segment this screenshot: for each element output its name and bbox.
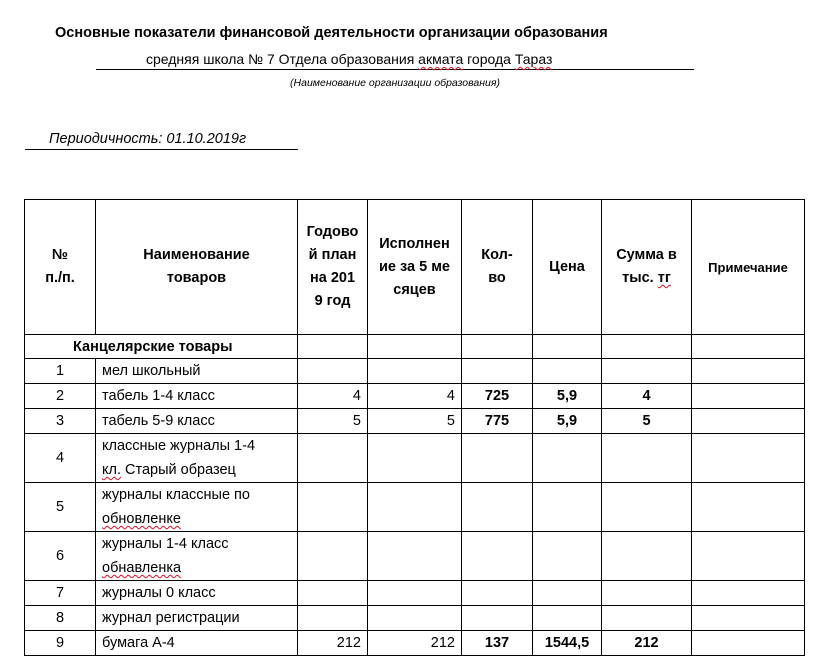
row-num: 6: [25, 532, 96, 581]
period-line: [25, 131, 298, 150]
row-price: 5,9: [533, 384, 602, 409]
header-plan: Годовой план на 2019 год: [298, 200, 368, 335]
row-num: 2: [25, 384, 96, 409]
row-sum: 5: [602, 409, 692, 434]
row-num: 7: [25, 581, 96, 606]
row-num: 4: [25, 434, 96, 483]
table-row: [25, 581, 805, 606]
organization-name-line: [96, 51, 694, 70]
row-name: табель 1-4 класс: [96, 384, 298, 409]
row-name: журнал регистрации: [96, 606, 298, 631]
row-name: журналы классные по обновленке: [96, 483, 298, 532]
row-exec: 4: [368, 384, 462, 409]
row-qty: 725: [462, 384, 533, 409]
table-row: [25, 532, 805, 581]
org-name-akimat: акмата: [418, 51, 464, 67]
header-sum: Сумма в тыс. тг: [602, 200, 692, 335]
header-exec: Исполнение за 5 месяцев: [368, 200, 462, 335]
table-row: [25, 483, 805, 532]
row-num: 1: [25, 359, 96, 384]
row-name: классные журналы 1-4 кл. Старый образец: [96, 434, 298, 483]
table-row: [25, 606, 805, 631]
row-num: 5: [25, 483, 96, 532]
table-header-row: [25, 200, 805, 335]
header-num: № п./п.: [25, 200, 96, 335]
row-name: бумага А-4: [96, 631, 298, 656]
header-price: Цена: [533, 200, 602, 335]
org-name-city: Тараз: [514, 51, 553, 67]
header-qty: Кол-во: [462, 200, 533, 335]
row-exec: 212: [368, 631, 462, 656]
row-sum: 212: [602, 631, 692, 656]
organization-caption-text: (Наименование организации образования): [290, 77, 500, 89]
row-price: 1544,5: [533, 631, 602, 656]
org-name-mid: города: [463, 51, 515, 67]
row-plan: 4: [298, 384, 368, 409]
row-price: 5,9: [533, 409, 602, 434]
row-name: журналы 1-4 класс обнавленка: [96, 532, 298, 581]
org-name-prefix: средняя школа № 7 Отдела образования: [146, 51, 419, 67]
header-note: Примечание: [692, 200, 805, 335]
row-exec: 5: [368, 409, 462, 434]
row-plan: 5: [298, 409, 368, 434]
section-row: [25, 335, 805, 359]
organization-name: [146, 51, 552, 67]
row-name: журналы 0 класс: [96, 581, 298, 606]
organization-caption: [0, 77, 830, 89]
table-row: [25, 434, 805, 483]
table-row: [25, 631, 805, 656]
row-name: мел школьный: [96, 359, 298, 384]
row-num: 3: [25, 409, 96, 434]
table-row: [25, 409, 805, 434]
document-title: Основные показатели финансовой деятельности организации образования: [55, 25, 608, 41]
row-plan: 212: [298, 631, 368, 656]
row-qty: 775: [462, 409, 533, 434]
table-row: [25, 384, 805, 409]
goods-table: [24, 199, 805, 656]
header-name: Наименование товаров: [96, 200, 298, 335]
row-sum: 4: [602, 384, 692, 409]
row-qty: 137: [462, 631, 533, 656]
section-title: Канцелярские товары: [25, 335, 298, 359]
row-num: 9: [25, 631, 96, 656]
row-num: 8: [25, 606, 96, 631]
row-name: табель 5-9 класс: [96, 409, 298, 434]
period-label: Периодичность: 01.10.2019г: [49, 131, 247, 147]
table-row: [25, 359, 805, 384]
